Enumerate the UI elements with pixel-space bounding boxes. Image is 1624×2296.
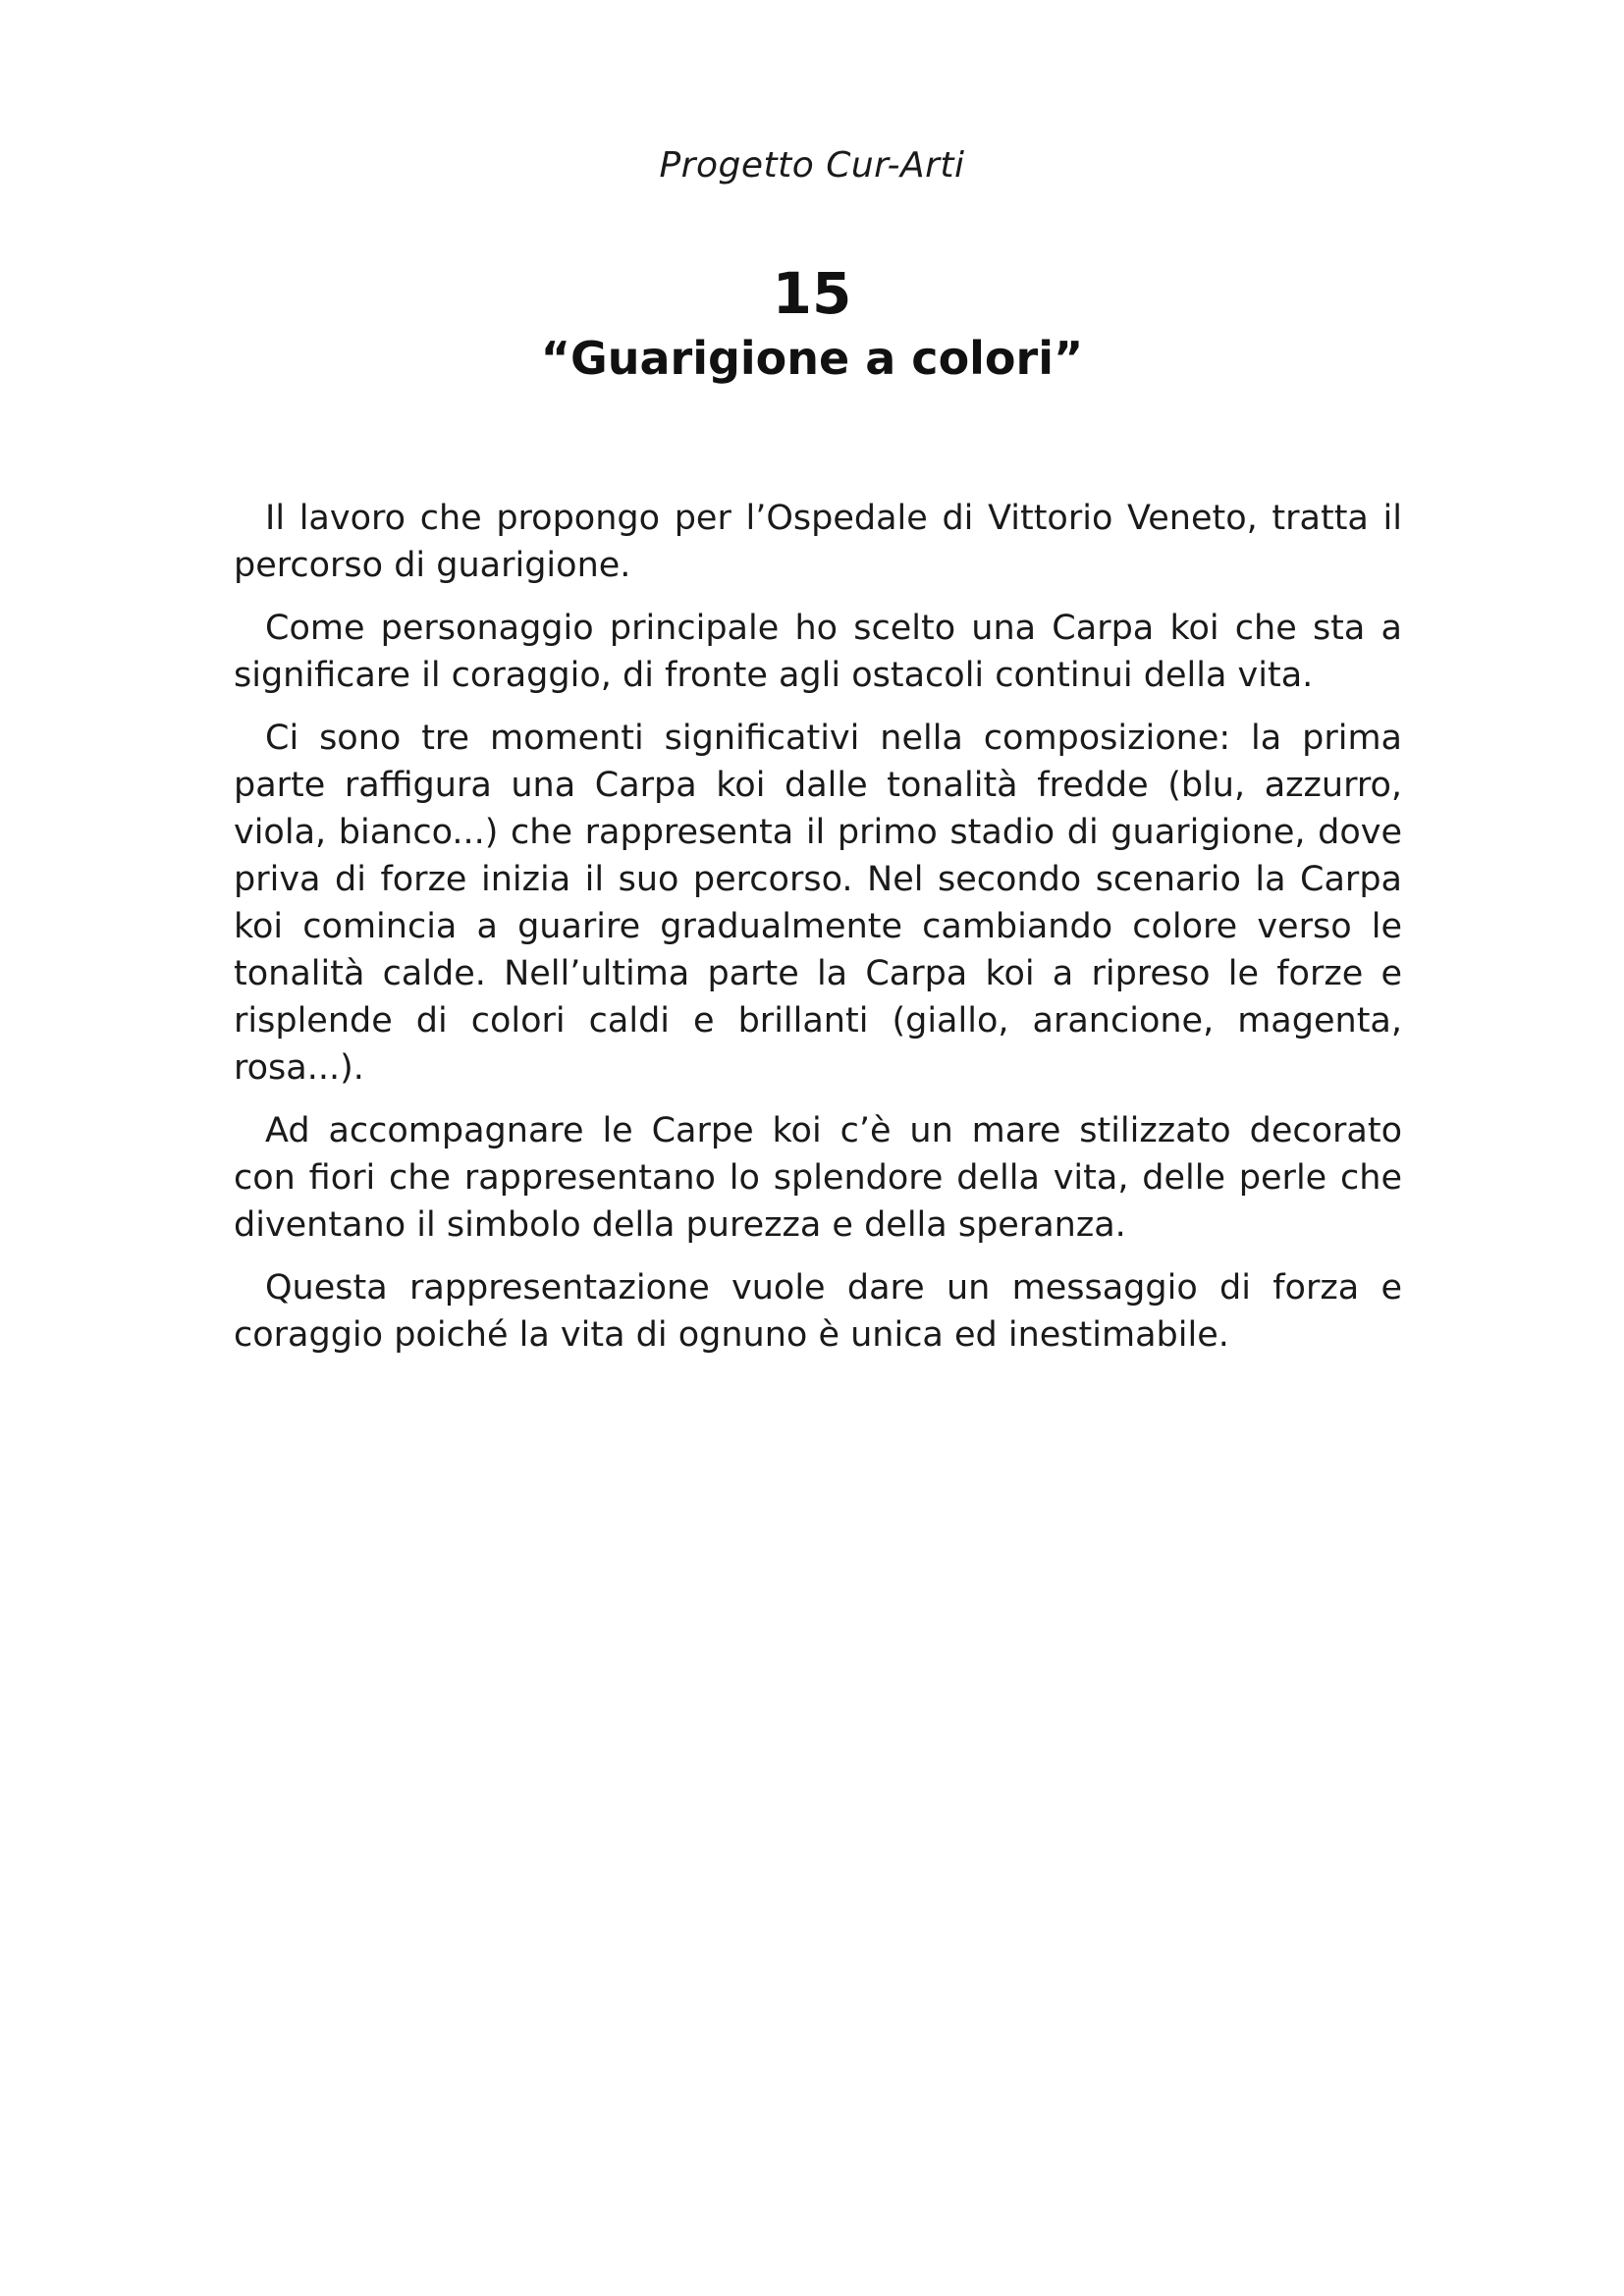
paragraph: Ad accompagnare le Carpe koi c’è un mare stilizzato decorato con fiori che rappresentano lo splendore della vita, delle perle che diventano il simbolo della purezza e della speranza. [234, 1111, 1402, 1245]
running-head: Progetto Cur-Arti [659, 145, 965, 186]
paragraph: Come personaggio principale ho scelto una Carpa koi che sta a significare il coraggio, di fronte agli ostacoli continui della vita. [234, 609, 1402, 695]
body-text [234, 495, 1402, 1374]
paragraph: Ci sono tre momenti significativi nella composizione: la prima parte raffigura una Carpa koi dalle tonalità fredde (blu, azzurro, viola, bianco...) che rappresenta il primo stadio di guarigione, dove priva di forze inizia il suo percorso. Nel secondo scenario la Carpa koi comincia a guarire gradualmente cambiando colore verso le tonalità calde. Nell’ultima parte la Carpa koi a ripreso le forze e risplende di colori caldi e brillanti (giallo, arancione, magenta, rosa...). [234, 719, 1402, 1088]
chapter-title: “Guarigione a colori” [540, 332, 1084, 385]
paragraph: Questa rappresentazione vuole dare un messaggio di forza e coraggio poiché la vita di ognuno è unica ed inestimabile. [234, 1268, 1402, 1355]
paragraph: Il lavoro che propongo per l’Ospedale di Vittorio Veneto, tratta il percorso di guarigione. [234, 499, 1402, 585]
chapter-number: 15 [772, 260, 852, 327]
